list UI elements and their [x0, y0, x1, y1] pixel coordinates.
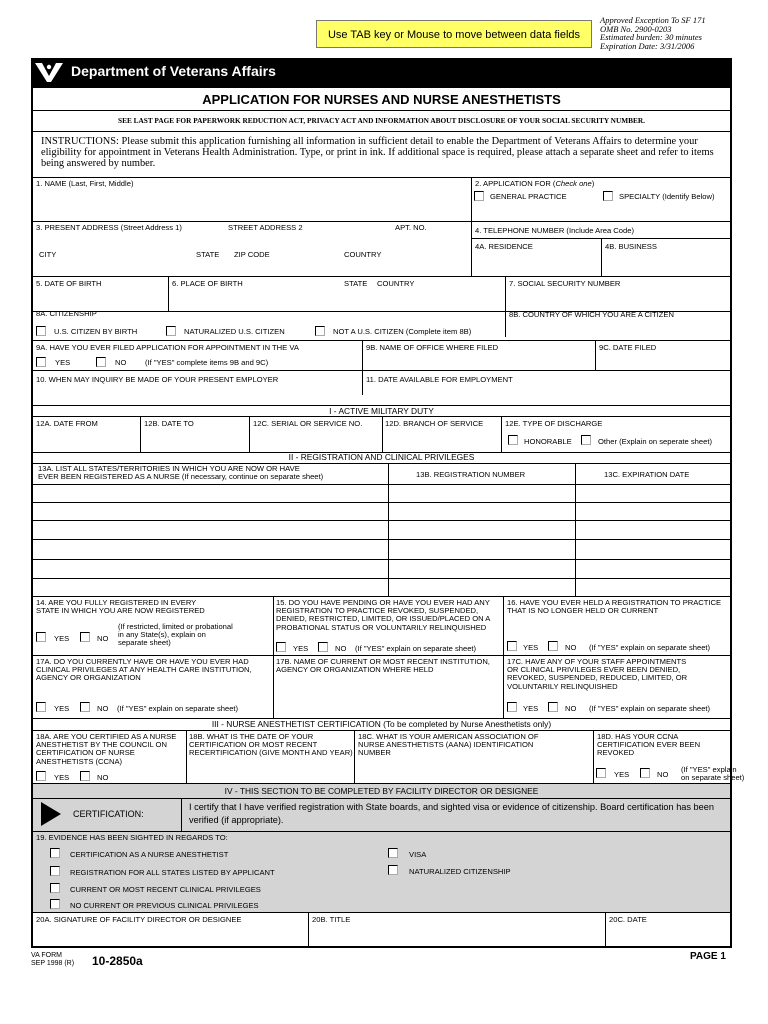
- certification-label: CERTIFICATION:: [73, 809, 144, 819]
- field-1-label: 1. NAME (Last, First, Middle): [36, 179, 134, 188]
- field-18b-label: 18B. WHAT IS THE DATE OF YOUR CERTIFICATION OR MOST RECENT RECERTIFICATION (GIVE MONTH AND YEAR): [189, 732, 353, 758]
- field-12a-label: 12A. DATE FROM: [36, 419, 98, 428]
- honorable-checkbox[interactable]: [508, 435, 518, 445]
- form-subtitle: SEE LAST PAGE FOR PAPERWORK REDUCTION ACT, PRIVACY ACT AND INFORMATION ABOUT DISCLOSURE OF YOUR SOCIAL SECURITY NUMBER.: [118, 116, 645, 125]
- field-17c-note: (If "YES" explain on separate sheet): [589, 704, 711, 713]
- apt-label: APT. NO.: [395, 223, 427, 232]
- field-20c-label: 20C. DATE: [609, 915, 647, 924]
- ccna-yes-checkbox[interactable]: [36, 771, 46, 781]
- field-14-note-2: in any State(s), explain on: [118, 630, 206, 639]
- evidence-visa-checkbox[interactable]: [388, 848, 398, 858]
- ccna-no-checkbox[interactable]: [80, 771, 90, 781]
- naturalized-label: NATURALIZED U.S. CITIZEN: [184, 327, 285, 336]
- field-8a-label: 8A. CITIZENSHIP: [36, 309, 97, 318]
- field-13b-label: 13B. REGISTRATION NUMBER: [416, 470, 526, 479]
- section-3-header: III - NURSE ANESTHETIST CERTIFICATION (To be completed by Nurse Anesthetists only): [211, 719, 552, 729]
- tab-hint-banner: Use TAB key or Mouse to move between data fields: [316, 20, 592, 48]
- field-5-label: 5. DATE OF BIRTH: [36, 279, 102, 288]
- field-10-label: 10. WHEN MAY INQUIRY BE MADE OF YOUR PRESENT EMPLOYER: [36, 375, 279, 384]
- footer-form-label: VA FORM: [31, 952, 62, 959]
- privileges-no-checkbox[interactable]: [80, 702, 90, 712]
- field-18a-label: 18A. ARE YOU CERTIFIED AS A NURSE ANESTHETIST BY THE COUNCIL ON CERTIFICATION OF NURSE ANESTHETISTS (CCNA): [36, 732, 177, 766]
- pending-yes-checkbox[interactable]: [276, 642, 286, 652]
- field-17a-label: 17A. DO YOU CURRENTLY HAVE OR HAVE YOU EVER HAD CLINICAL PRIVILEGES AT ANY HEALTH CARE INSTITUTION, AGENCY OR ORGANIZATION: [36, 657, 252, 683]
- street-2-label: STREET ADDRESS 2: [228, 223, 303, 232]
- us-citizen-birth-checkbox[interactable]: [36, 326, 46, 336]
- field-11-label: 11. DATE AVAILABLE FOR EMPLOYMENT: [366, 375, 513, 384]
- page-number: PAGE 1: [690, 951, 726, 962]
- form-number: 10-2850a: [92, 954, 143, 968]
- field-4-label: 4. TELEPHONE NUMBER (Include Area Code): [475, 226, 634, 235]
- no-label: NO: [97, 634, 109, 643]
- field-15-label: 15. DO YOU HAVE PENDING OR HAVE YOU EVER HAD ANY REGISTRATION TO PRACTICE REVOKED, SUSPENDED, DENIED, RESTRICTED, LIMITED, OR ISSUED/PLACED ON A PROBATIONAL STATUS OR VOLUNTARILY RELINQUISHED: [276, 598, 490, 632]
- field-8b-label: 8B. COUNTRY OF WHICH YOU ARE A CITIZEN: [509, 310, 674, 319]
- fully-registered-no-checkbox[interactable]: [80, 632, 90, 642]
- evidence-anesthetist-label: CERTIFICATION AS A NURSE ANESTHETIST: [70, 850, 229, 859]
- birth-state-label: STATE: [344, 279, 368, 288]
- field-4b-label: 4B. BUSINESS: [605, 242, 657, 251]
- former-registration-yes-checkbox[interactable]: [507, 641, 517, 651]
- evidence-no-privileges-checkbox[interactable]: [50, 899, 60, 909]
- field-12c-label: 12C. SERIAL OR SERVICE NO.: [253, 419, 363, 428]
- evidence-naturalized-label: NATURALIZED CITIZENSHIP: [409, 867, 511, 876]
- evidence-naturalized-checkbox[interactable]: [388, 865, 398, 875]
- form-title: APPLICATION FOR NURSES AND NURSE ANESTHETISTS: [202, 92, 561, 107]
- yes-label: YES: [614, 770, 630, 779]
- field-18d-note-2: on separate sheet): [681, 773, 745, 782]
- yes-label: YES: [523, 643, 539, 652]
- omb-line: Estimated burden: 30 minutes: [600, 32, 702, 43]
- field-18c-label: 18C. WHAT IS YOUR AMERICAN ASSOCIATION OF NURSE ANESTHETISTS (AANA) IDENTIFICATION NUMBER: [358, 732, 539, 758]
- field-9c-label: 9C. DATE FILED: [599, 343, 657, 352]
- not-us-citizen-checkbox[interactable]: [315, 326, 325, 336]
- address-field[interactable]: [35, 233, 469, 275]
- play-arrow-icon: [39, 801, 63, 827]
- field-18d-note-1: (If "YES" explain: [681, 765, 737, 774]
- field-16-label: 16. HAVE YOU EVER HELD A REGISTRATION TO PRACTICE THAT IS NO LONGER HELD OR CURRENT: [507, 598, 722, 616]
- section-2-header: II - REGISTRATION AND CLINICAL PRIVILEGES: [288, 452, 475, 462]
- field-13c-label: 13C. EXPIRATION DATE: [604, 470, 690, 479]
- yes-label: YES: [54, 704, 70, 713]
- field-20a-label: 20A. SIGNATURE OF FACILITY DIRECTOR OR DESIGNEE: [36, 915, 242, 924]
- field-15-note: (If "YES" explain on separate sheet): [355, 644, 477, 653]
- zip-label: ZIP CODE: [234, 250, 270, 259]
- evidence-anesthetist-checkbox[interactable]: [50, 848, 60, 858]
- field-13a-label: 13A. LIST ALL STATES/TERRITORIES IN WHICH YOU ARE NOW OR HAVE: [38, 464, 300, 473]
- omb-line: OMB No. 2900-0203: [600, 23, 672, 34]
- yes-label: YES: [55, 358, 71, 367]
- footer-revision: SEP 1998 (R): [31, 960, 75, 967]
- evidence-privileges-checkbox[interactable]: [50, 883, 60, 893]
- field-16-note: (If "YES" explain on separate sheet): [589, 643, 711, 652]
- general-practice-label: GENERAL PRACTICE: [490, 192, 567, 201]
- evidence-no-privileges-label: NO CURRENT OR PREVIOUS CLINICAL PRIVILEGES: [70, 901, 259, 910]
- pending-no-checkbox[interactable]: [318, 642, 328, 652]
- state-label: STATE: [196, 250, 220, 259]
- birth-country-label: COUNTRY: [377, 279, 415, 288]
- field-2-label: 2. APPLICATION FOR (Check one): [475, 179, 595, 188]
- va-logo-icon: [33, 60, 65, 84]
- specialty-checkbox[interactable]: [603, 191, 613, 201]
- yes-label: YES: [523, 704, 539, 713]
- honorable-label: HONORABLE: [524, 437, 572, 446]
- field-13a-label-2: EVER BEEN REGISTERED AS A NURSE (If necessary, continue on separate sheet): [38, 472, 324, 481]
- filed-va-yes-checkbox[interactable]: [36, 357, 46, 367]
- yes-label: YES: [293, 644, 309, 653]
- no-label: NO: [565, 704, 577, 713]
- evidence-registration-label: REGISTRATION FOR ALL STATES LISTED BY APPLICANT: [70, 868, 275, 877]
- no-label: NO: [97, 773, 109, 782]
- yes-label: YES: [54, 773, 70, 782]
- evidence-registration-checkbox[interactable]: [50, 866, 60, 876]
- instructions: INSTRUCTIONS: Please submit this application furnishing all information in sufficient detail to enable the Department of Veterans Affairs to determine your eligibility for appointment in Veterans Health Administration. Type, or print in ink. If additional space is required, please attach a separate sheet and refer to items being answered by number.: [41, 136, 714, 169]
- omb-line: Expiration Date: 3/31/2006: [600, 41, 695, 52]
- ccna-revoked-no-checkbox[interactable]: [640, 768, 650, 778]
- yes-label: YES: [54, 634, 70, 643]
- general-practice-checkbox[interactable]: [474, 191, 484, 201]
- former-registration-no-checkbox[interactable]: [548, 641, 558, 651]
- privileges-yes-checkbox[interactable]: [36, 702, 46, 712]
- no-label: NO: [97, 704, 109, 713]
- certification-text: I certify that I have verified registration with State boards, and sighted visa or evidence of citizenship. Board certification has been verified (if appropriate).: [189, 802, 714, 825]
- agency-name: Department of Veterans Affairs: [71, 63, 276, 79]
- field-7-label: 7. SOCIAL SECURITY NUMBER: [509, 279, 621, 288]
- field-17b-label: 17B. NAME OF CURRENT OR MOST RECENT INSTITUTION, AGENCY OR ORGANIZATION WHERE HELD: [276, 657, 490, 675]
- field-18d-label: 18D. HAS YOUR CCNA CERTIFICATION EVER BEEN REVOKED: [597, 732, 701, 758]
- other-discharge-label: Other (Explain on seperate sheet): [598, 437, 712, 446]
- no-label: NO: [335, 644, 347, 653]
- specialty-label: SPECIALTY (Identify Below): [619, 192, 715, 201]
- agency-header: [31, 58, 732, 86]
- us-citizen-birth-label: U.S. CITIZEN BY BIRTH: [54, 327, 138, 336]
- field-12d-label: 12D. BRANCH OF SERVICE: [385, 419, 484, 428]
- fully-registered-yes-checkbox[interactable]: [36, 632, 46, 642]
- naturalized-checkbox[interactable]: [166, 326, 176, 336]
- city-label: CITY: [39, 250, 57, 259]
- field-14-label-2: STATE IN WHICH YOU ARE NOW REGISTERED: [36, 606, 205, 615]
- filed-va-no-checkbox[interactable]: [96, 357, 106, 367]
- field-4a-label: 4A. RESIDENCE: [475, 242, 533, 251]
- other-discharge-checkbox[interactable]: [581, 435, 591, 445]
- section-4-header: IV - THIS SECTION TO BE COMPLETED BY FACILITY DIRECTOR OR DESIGNEE: [224, 786, 539, 796]
- field-12b-label: 12B. DATE TO: [144, 419, 194, 428]
- field-3-label: 3. PRESENT ADDRESS (Street Address 1): [36, 223, 182, 232]
- evidence-privileges-label: CURRENT OR MOST RECENT CLINICAL PRIVILEGES: [70, 885, 261, 894]
- field-14-note-3: separate sheet): [118, 638, 171, 647]
- staff-appointments-no-checkbox[interactable]: [548, 702, 558, 712]
- field-12e-label: 12E. TYPE OF DISCHARGE: [505, 419, 603, 428]
- field-17c-label: 17C. HAVE ANY OF YOUR STAFF APPOINTMENTS OR CLINICAL PRIVILEGES EVER BEEN DENIED, REVOKED, SUSPENDED, REDUCED, LIMITED, OR VOLUNTARILY RELINQUISHED: [507, 657, 688, 691]
- application-form: [31, 86, 745, 948]
- field-6-label: 6. PLACE OF BIRTH: [172, 279, 243, 288]
- evidence-visa-label: VISA: [409, 850, 427, 859]
- no-label: NO: [565, 643, 577, 652]
- field-17a-note: (If "YES" explain on separate sheet): [117, 704, 239, 713]
- country-label: COUNTRY: [344, 250, 382, 259]
- staff-appointments-yes-checkbox[interactable]: [507, 702, 517, 712]
- field-9a-note: (If "YES" complete items 9B and 9C): [145, 358, 269, 367]
- field-9b-label: 9B. NAME OF OFFICE WHERE FILED: [366, 343, 499, 352]
- field-20b-label: 20B. TITLE: [312, 915, 351, 924]
- ccna-revoked-yes-checkbox[interactable]: [596, 768, 606, 778]
- no-label: NO: [115, 358, 127, 367]
- not-us-citizen-label: NOT A U.S. CITIZEN (Complete item 8B): [333, 327, 472, 336]
- field-14-note-1: (If restricted, limited or probational: [118, 622, 233, 631]
- section-1-header: I - ACTIVE MILITARY DUTY: [329, 406, 434, 416]
- field-14-label: 14. ARE YOU FULLY REGISTERED IN EVERY: [36, 598, 197, 607]
- omb-line: Approved Exception To SF 171: [600, 15, 706, 25]
- field-19-label: 19. EVIDENCE HAS BEEN SIGHTED IN REGARDS TO:: [36, 833, 228, 842]
- name-field[interactable]: [35, 189, 469, 219]
- field-9a-label: 9A. HAVE YOU EVER FILED APPLICATION FOR APPOINTMENT IN THE VA: [36, 343, 299, 352]
- omb-info: [600, 16, 760, 51]
- no-label: NO: [657, 770, 669, 779]
